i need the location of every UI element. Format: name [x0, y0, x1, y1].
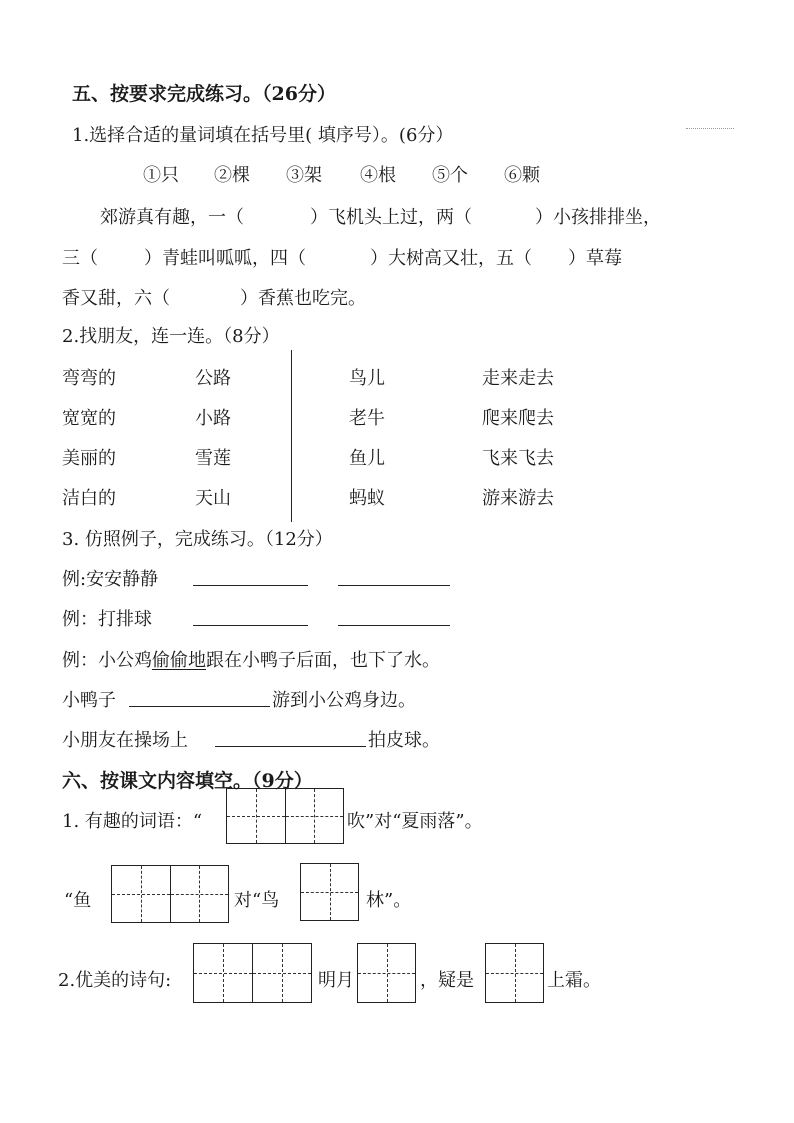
q1-line3-b: ）香蕉也吃完。: [240, 288, 366, 309]
q3-example-1-blank-2[interactable]: [338, 585, 450, 586]
q2-right-verb-3: 飞来飞去: [482, 448, 554, 469]
q2-right-animal-2: 老牛: [349, 408, 385, 429]
q1-option-4: ④根: [360, 165, 396, 186]
q3-sentence-1-a: 小鸭子: [62, 690, 116, 711]
q3-sentence-2-blank[interactable]: [215, 746, 366, 747]
q2-left-adj-2: 宽宽的: [62, 408, 116, 429]
s6-q1-label: 1. 有趣的词语：“: [62, 811, 203, 832]
grid-cell[interactable]: [286, 789, 344, 843]
q1-line1-c: ）小孩排排坐，: [535, 207, 661, 228]
q1-line2-c: ）大树高又壮，五（: [370, 248, 532, 269]
q1-option-5: ⑤个: [432, 165, 468, 186]
section5-title: 五、按要求完成练习。（26分）: [72, 83, 336, 105]
q3-example-2-blank-2[interactable]: [338, 625, 450, 626]
grid-cell[interactable]: [227, 789, 286, 843]
q3-example-2-blank-1[interactable]: [193, 625, 308, 626]
q1-heading: 1.选择合适的量词填在括号里( 填序号）。(6分）: [72, 125, 454, 146]
s6-q2-mid2: ，疑是: [420, 970, 474, 991]
s6-q2-writing-grid-3[interactable]: [485, 943, 544, 1003]
s6-q2-label: 2.优美的诗句:: [58, 970, 172, 991]
q1-line1-b: ）飞机头上过，两（: [310, 207, 472, 228]
q2-left-noun-1: 公路: [195, 368, 231, 389]
s6-q1-line2-b: 对“鸟: [234, 890, 280, 911]
q2-right-verb-4: 游来游去: [482, 488, 554, 509]
q3-sentence-1-b: 游到小公鸡身边。: [272, 690, 416, 711]
scan-speck: [686, 128, 734, 129]
q3-example-3-a: 例：小公鸡: [62, 650, 152, 671]
q3-example-1: 例:安安静静: [62, 569, 159, 590]
grid-cell[interactable]: [358, 944, 415, 1002]
q3-sentence-1-blank[interactable]: [129, 706, 270, 707]
q2-left-adj-3: 美丽的: [62, 448, 116, 469]
grid-cell[interactable]: [171, 866, 229, 922]
q1-line2-a: 三（: [62, 248, 98, 269]
divider-line: [291, 350, 292, 522]
q3-example-3-b: 跟在小鸭子后面，也下了水。: [206, 650, 440, 671]
q2-heading: 2.找朋友，连一连。（8分）: [62, 326, 280, 347]
s6-q2-end: 上霜。: [547, 970, 601, 991]
s6-q2-writing-grid-2[interactable]: [357, 943, 416, 1003]
q3-example-3: [62, 646, 440, 672]
q2-left-noun-3: 雪莲: [195, 448, 231, 469]
q3-example-3-underlined: 偷偷地: [152, 650, 206, 671]
section6-title: 六、按课文内容填空。（9分）: [62, 770, 313, 792]
s6-q1-after-grid-1: 吹”对“夏雨落”。: [347, 811, 483, 832]
grid-cell[interactable]: [253, 944, 311, 1002]
s6-q1-writing-grid-1[interactable]: [226, 788, 344, 844]
grid-cell[interactable]: [301, 864, 358, 920]
grid-cell[interactable]: [112, 866, 171, 922]
q3-example-2: 例：打排球: [62, 609, 152, 630]
q3-heading: 3. 仿照例子，完成练习。（12分）: [62, 529, 333, 550]
q1-line3-a: 香又甜，六（: [62, 288, 170, 309]
q2-right-animal-3: 鱼儿: [349, 448, 385, 469]
s6-q1-writing-grid-3[interactable]: [300, 863, 359, 921]
q3-sentence-2-a: 小朋友在操场上: [62, 730, 188, 751]
q2-left-noun-2: 小路: [195, 408, 231, 429]
q1-option-3: ③架: [286, 165, 322, 186]
q1-option-2: ②棵: [214, 165, 250, 186]
q3-example-1-blank-1[interactable]: [193, 585, 308, 586]
s6-q2-mid: 明月: [318, 970, 354, 991]
s6-q1-writing-grid-2[interactable]: [111, 865, 229, 923]
q2-right-animal-4: 蚂蚁: [349, 488, 385, 509]
grid-cell[interactable]: [486, 944, 543, 1002]
q2-left-noun-4: 天山: [195, 488, 231, 509]
q2-left-adj-4: 洁白的: [62, 488, 116, 509]
s6-q1-line2-c: 林”。: [366, 890, 412, 911]
q1-option-1: ①只: [143, 165, 179, 186]
q2-right-verb-1: 走来走去: [482, 368, 554, 389]
q1-option-6: ⑥颗: [504, 165, 540, 186]
q2-left-adj-1: 弯弯的: [62, 368, 116, 389]
q2-right-animal-1: 鸟儿: [349, 368, 385, 389]
s6-q1-line2-a: “鱼: [64, 890, 92, 911]
q3-sentence-2-b: 拍皮球。: [368, 730, 440, 751]
q1-line2-d: ）草莓: [568, 248, 622, 269]
grid-cell[interactable]: [194, 944, 253, 1002]
s6-q2-writing-grid-1[interactable]: [193, 943, 312, 1003]
q2-right-verb-2: 爬来爬去: [482, 408, 554, 429]
q1-line2-b: ）青蛙叫呱呱，四（: [144, 248, 306, 269]
q1-line1-a: 郊游真有趣，一（: [100, 207, 244, 228]
